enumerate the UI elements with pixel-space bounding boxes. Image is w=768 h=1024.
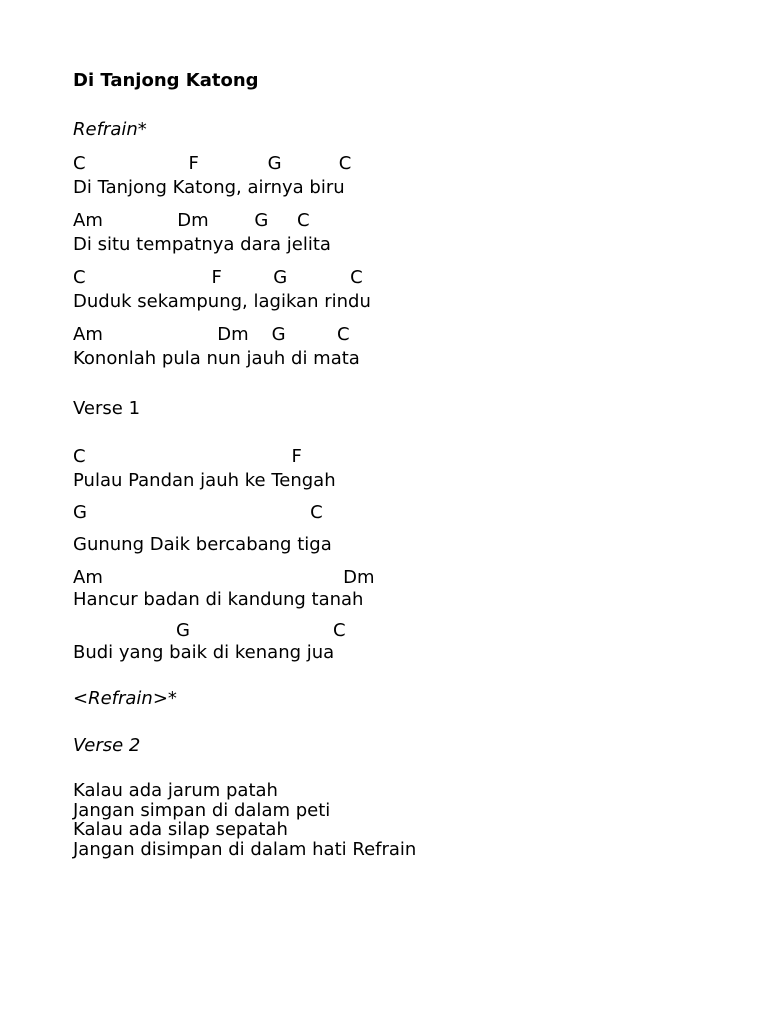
- lyric-line: Jangan disimpan di dalam hati Refrain: [73, 839, 417, 860]
- lyric-line: Kononlah pula nun jauh di mata: [73, 348, 360, 369]
- lyric-line: Di situ tempatnya dara jelita: [73, 234, 331, 255]
- refrain-repeat: <Refrain>*: [73, 688, 177, 709]
- lyric-line: Duduk sekampung, lagikan rindu: [73, 291, 371, 312]
- chord-line: Am Dm: [73, 567, 375, 588]
- lyric-line: Jangan simpan di dalam peti: [73, 800, 331, 821]
- lyric-line: Hancur badan di kandung tanah: [73, 589, 364, 610]
- lyric-line: Di Tanjong Katong, airnya biru: [73, 177, 345, 198]
- lyric-line: Pulau Pandan jauh ke Tengah: [73, 470, 336, 491]
- lyric-line: Kalau ada jarum patah: [73, 780, 278, 801]
- lyric-line: Budi yang baik di kenang jua: [73, 642, 335, 663]
- verse2-heading: Verse 2: [73, 735, 141, 756]
- song-title: Di Tanjong Katong: [73, 70, 259, 91]
- verse1-heading: Verse 1: [73, 398, 141, 419]
- chord-line: C F G C: [73, 153, 352, 174]
- chord-line: G C: [73, 620, 346, 641]
- refrain-heading: Refrain*: [73, 119, 147, 140]
- chord-line: G C: [73, 502, 323, 523]
- chord-line: Am Dm G C: [73, 210, 310, 231]
- chord-line: C F G C: [73, 267, 363, 288]
- chord-line: C F: [73, 446, 302, 467]
- chord-line: Am Dm G C: [73, 324, 350, 345]
- lyric-line: Gunung Daik bercabang tiga: [73, 534, 332, 555]
- lyric-line: Kalau ada silap sepatah: [73, 819, 288, 840]
